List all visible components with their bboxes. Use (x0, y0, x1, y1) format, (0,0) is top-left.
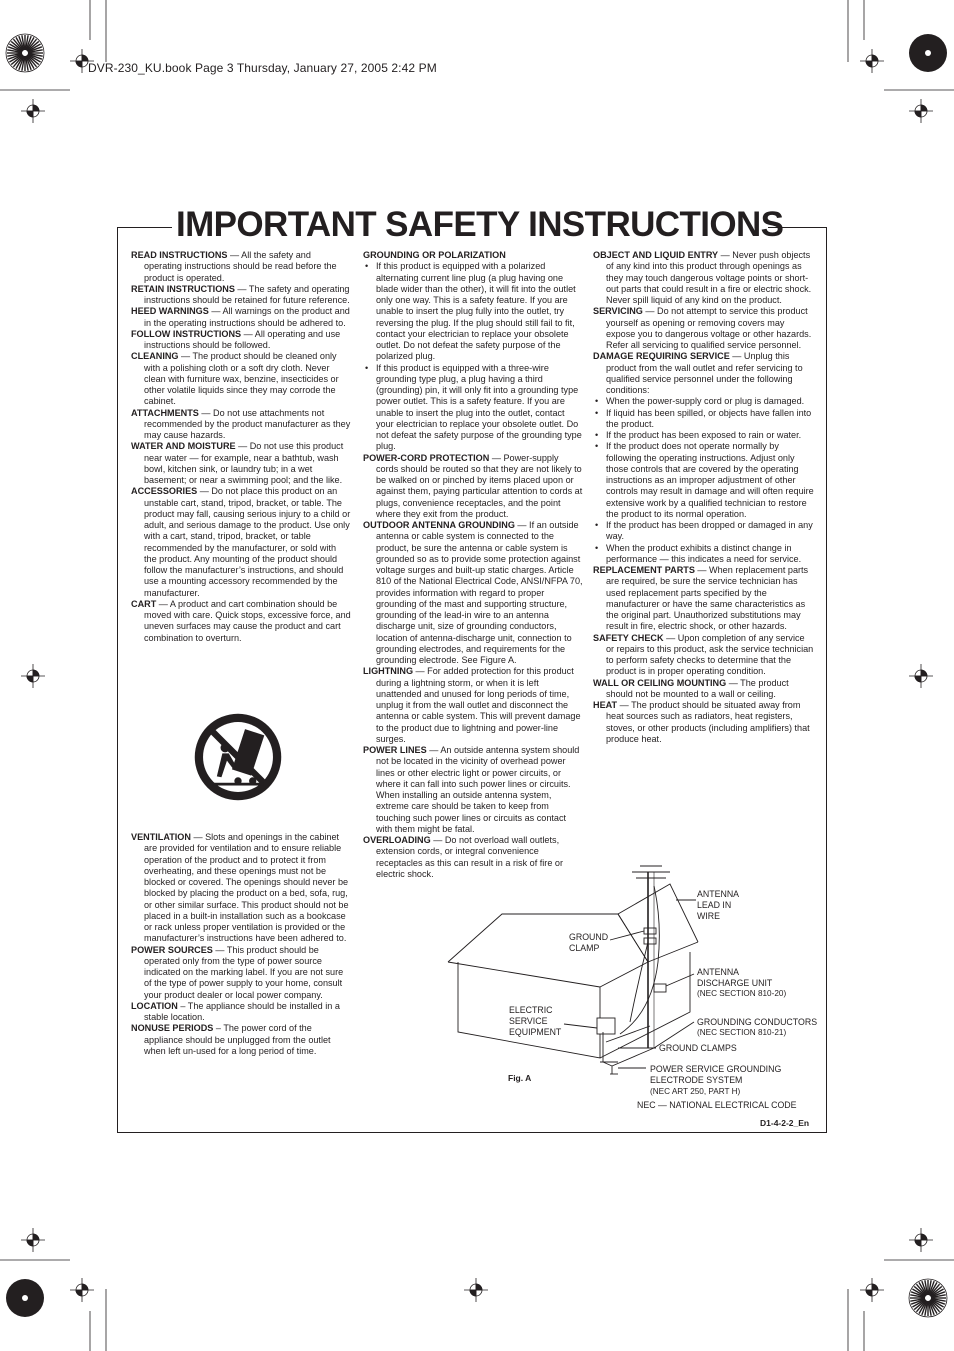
entry-text: — Never push objects of any kind into this product through openings as they may touch dangerous voltage points or short-out parts that could result in a fire or electric shock. Never spill liquid of any kind on the product. (606, 250, 812, 305)
label-power-service: POWER SERVICE GROUNDING ELECTRODE SYSTEM (650, 1064, 782, 1085)
entry-text: – The appliance should be installed in a stable location. (144, 1000, 340, 1022)
entry-text: — Do not attempt to service this product yourself as opening or removing covers may expose you to dangerous voltage or other hazards. Refer all servicing to qualified service personnel. (606, 306, 812, 350)
entry-heading: ATTACHMENTS (131, 407, 199, 418)
entry-text: – The power cord of the appliance should be unplugged from the outlet when left un-used for a long period of time. (144, 1023, 331, 1056)
entry-text: — The product should be situated away from heat sources such as radiators, heat registers, stoves, or other products (including amplifiers) that produce heat. (606, 700, 810, 744)
entry-heading: SAFETY CHECK (593, 632, 664, 643)
entry-text: — All operating and use instructions should be followed. (144, 328, 341, 350)
entry-heading: POWER-CORD PROTECTION (363, 452, 490, 463)
instruction-entry (131, 599, 351, 644)
instruction-entry (131, 945, 351, 1001)
entry-heading: SERVICING (593, 306, 643, 317)
instruction-entry (131, 1001, 351, 1024)
entry-heading: OUTDOOR ANTENNA GROUNDING (363, 520, 515, 530)
instruction-entry (131, 329, 351, 352)
entry-heading: LIGHTNING (363, 666, 414, 677)
entry-heading: LOCATION (131, 1000, 178, 1011)
instruction-entry (593, 306, 815, 351)
column-2 (363, 250, 583, 880)
document-code: D1-4-2-2_En (760, 1118, 810, 1128)
entry-heading: OBJECT AND LIQUID ENTRY (593, 250, 719, 260)
bullet-item: • If liquid has been spilled, or objects have fallen into the product. (606, 408, 815, 431)
entry-text: — When replacement parts are required, be sure the service technician has used replacement parts specified by the manufacturer or have the same characteristics as the original part. Unauthorized substitutions may result in fire, electric shock, or other hazards. (606, 565, 809, 632)
entry-text: — An outside antenna system should not be located in the vicinity of overhead power lines or other electric light or power circuits, or where it can fall into such power lines or circuits. When installing an outside antenna system, extreme care should be taken to keep from touching such power lines or circuits as contact with them might be fatal. (376, 745, 580, 834)
instruction-entry (131, 284, 351, 307)
page-title: IMPORTANT SAFETY INSTRUCTIONS (176, 205, 784, 244)
cart-tip-warning-icon (192, 711, 284, 803)
entry-heading: ACCESSORIES (131, 486, 198, 497)
bullet-item: • When the power-supply cord or plug is damaged. (606, 396, 815, 407)
entry-text: — A product and cart combination should be moved with care. Quick stops, excessive force, and uneven surfaces may cause the product and cart combination to overturn. (144, 598, 351, 643)
instruction-entry (363, 453, 583, 521)
instruction-entry (363, 666, 583, 745)
entry-heading: OVERLOADING (363, 835, 431, 845)
entry-heading: HEED WARNINGS (131, 306, 209, 317)
entry-heading: WATER AND MOISTURE (131, 441, 236, 452)
entry-heading: VENTILATION (131, 832, 191, 842)
instruction-entry (593, 678, 815, 701)
entry-heading: POWER SOURCES (131, 944, 213, 955)
entry-text: — Do not overload wall outlets, extension cords, or integral convenience receptacles as this can result in a risk of fire or electric shock. (376, 835, 564, 879)
print-header: DVR-230_KU.book Page 3 Thursday, January 27, 2005 2:42 PM (88, 61, 437, 75)
entry-text: — This product should be operated only from the type of power source indicated on the marking label. If you are not sure of the type of power supply to your home, consult your product dealer or local power company. (144, 944, 344, 1000)
column-3 (593, 250, 815, 745)
entry-text: — The product should not be mounted to a wall or ceiling. (606, 677, 789, 699)
entry-heading: CLEANING (131, 351, 179, 362)
entry-text: — Upon completion of any service or repairs to this product, ask the service technician to perform safety checks to determine that the product is in proper operating condition. (606, 632, 814, 677)
instruction-entry (593, 565, 815, 633)
label-discharge-unit: ANTENNA DISCHARGE UNIT (697, 967, 773, 988)
bullet-item: • If the product has been dropped or damaged in any way. (606, 520, 815, 543)
label-electric-service: ELECTRIC SERVICE EQUIPMENT (509, 1005, 562, 1037)
entry-heading: POWER LINES (363, 745, 427, 755)
entry-text: — Power-supply cords should be routed so that they are not likely to be walked on or pinched by items placed upon or against them, paying particular attention to cords at plugs, convenience receptacles, and the point where they exit from the product. (376, 452, 583, 519)
entry-heading: READ INSTRUCTIONS (131, 250, 228, 260)
label-antenna-lead: ANTENNA LEAD IN WIRE (697, 889, 740, 921)
nec-note: NEC — NATIONAL ELECTRICAL CODE (637, 1100, 797, 1110)
instruction-entry (131, 351, 351, 407)
entry-heading: FOLLOW INSTRUCTIONS (131, 328, 242, 339)
grounding-heading: GROUNDING OR POLARIZATION (363, 250, 506, 260)
entry-heading: RETAIN INSTRUCTIONS (131, 283, 235, 294)
entry-text: — All the safety and operating instructions should be read before the product is operated. (144, 250, 337, 283)
entry-heading: WALL OR CEILING MOUNTING (593, 677, 727, 688)
entry-text: — The product should be cleaned only with a polishing cloth or a soft dry cloth. Never clean with furniture wax, benzine, insecticides or other volatile liquids since they may corrode the cabinet. (144, 351, 339, 407)
instruction-entry (131, 486, 351, 599)
column-1 (131, 250, 351, 644)
instruction-entry (593, 351, 815, 396)
bullet-item: • If the product does not operate normally by following the operating instructions. Adjust only those controls that are covered by the operating instructions as an improper adjustment of other controls may result in damage and will often require extensive work by a qualified technician to restore the product to its normal operation. (606, 441, 815, 520)
entry-heading: NONUSE PERIODS (131, 1023, 214, 1034)
damage-bullets (593, 396, 815, 565)
instruction-entry (131, 1023, 351, 1057)
label-ground-clamps: GROUND CLAMPS (659, 1043, 737, 1053)
column-1-lower (131, 832, 351, 1057)
instruction-entry (131, 306, 351, 329)
entry-heading: HEAT (593, 700, 618, 710)
entry-text: — Do not use attachments not recommended by the product manufacturer as they may cause hazards. (144, 407, 351, 440)
entry-text: — If an outside antenna or cable system is connected to the product, be sure the antenna or cable system is grounded so as to provide some protection against voltage surges and built-up static charges. Article 810 of the National Electrical Code, ANSI/NFPA 70, provides information with regard to proper grounding of the mast and supporting structure, grounding of the lead-in wire to an antenna discharge unit, size of grounding conductors, location of antenna-discharge unit, connection to grounding electrodes, and requirements for the grounding electrode. See Figure A. (376, 520, 583, 665)
bullet-item: • If this product is equipped with a three-wire grounding type plug, a plug having a third (grounding) pin, it will only fit into a grounding type power outlet. This is a safety feature. If you are unable to insert the plug into the outlet, contact your electrician to replace your obsolete outlet. Do not defeat the safety purpose of the grounding type plug. (376, 363, 583, 453)
entry-text: — The safety and operating instructions should be retained for future reference. (144, 283, 350, 305)
bullet-item: • If the product has been exposed to rain or water. (606, 430, 815, 441)
instruction-entry (131, 408, 351, 442)
grounding-bullets (363, 261, 583, 452)
label-discharge-unit-ref: (NEC SECTION 810-20) (697, 989, 787, 998)
label-grounding-conductors-ref: (NEC SECTION 810-21) (697, 1028, 787, 1037)
label-ground-clamp: GROUND CLAMP (569, 932, 609, 953)
bullet-item: • If this product is equipped with a polarized alternating current line plug (a plug having one blade wider than the other), it will fit into the outlet only one way. This is a safety feature. If you are unable to insert the plug fully into the outlet, try reversing the plug. If the plug should still fail to fit, contact your electrician to replace your obsolete outlet. Do not defeat the safety purpose of the polarized plug. (376, 261, 583, 362)
entry-heading: CART (131, 598, 157, 609)
entry-heading: DAMAGE REQUIRING SERVICE (593, 351, 730, 362)
instruction-entry (363, 520, 583, 666)
entry-text: — All warnings on the product and in the operating instructions should be adhered to. (144, 306, 350, 328)
instruction-entry (363, 745, 583, 835)
instruction-entry (593, 700, 815, 745)
instruction-entry (131, 250, 351, 284)
entry-heading: REPLACEMENT PARTS (593, 565, 695, 575)
entry-text: — For added protection for this product during a lightning storm, or when it is left unattended and unused for long periods of time, unplug it from the wall outlet and disconnect the antenna or cable system. This will prevent damage to the product due to lightning and power-line surges. (376, 666, 581, 744)
label-power-service-ref: (NEC ART 250, PART H) (650, 1087, 741, 1096)
instruction-entry (593, 633, 815, 678)
instruction-entry (131, 441, 351, 486)
entry-text: — Do not use this product near water — for example, near a bathtub, wash bowl, kitchen sink, or laundry tub; in a wet basement; or near a swimming pool; and the like. (144, 441, 344, 485)
bullet-item: • When the product exhibits a distinct change in performance — this indicates a need for service. (606, 543, 815, 566)
label-grounding-conductors: GROUNDING CONDUCTORS (697, 1017, 818, 1027)
figure-caption: Fig. A (508, 1073, 532, 1083)
instruction-entry (593, 250, 815, 306)
entry-text: — Slots and openings in the cabinet are provided for ventilation and to ensure reliable operation of the product and to protect it from overheating, and these openings must not be blocked or covered. The openings should never be blocked by placing the product on a bed, sofa, rug, or other similar surface. This product should not be placed in a built-in installation such as a bookcase or rack unless proper ventilation is provided or the manufacturer’s instructions have been adhered to. (144, 832, 349, 944)
entry-text: — Unplug this product from the wall outlet and refer servicing to qualified service personnel under the following conditions: (606, 351, 803, 395)
instruction-entry (131, 832, 351, 945)
entry-text: — Do not place this product on an unstable cart, stand, tripod, bracket, or table. The product may fall, causing serious injury to a child or adult, and serious damage to the product. Use only with a cart, stand, tripod, bracket, or table recommended by the manufacturer, or sold with the product. Any mounting of the product should follow the manufacturer’s instructions, and should use a mounting accessory recommended by the manufacturer. (144, 486, 351, 598)
